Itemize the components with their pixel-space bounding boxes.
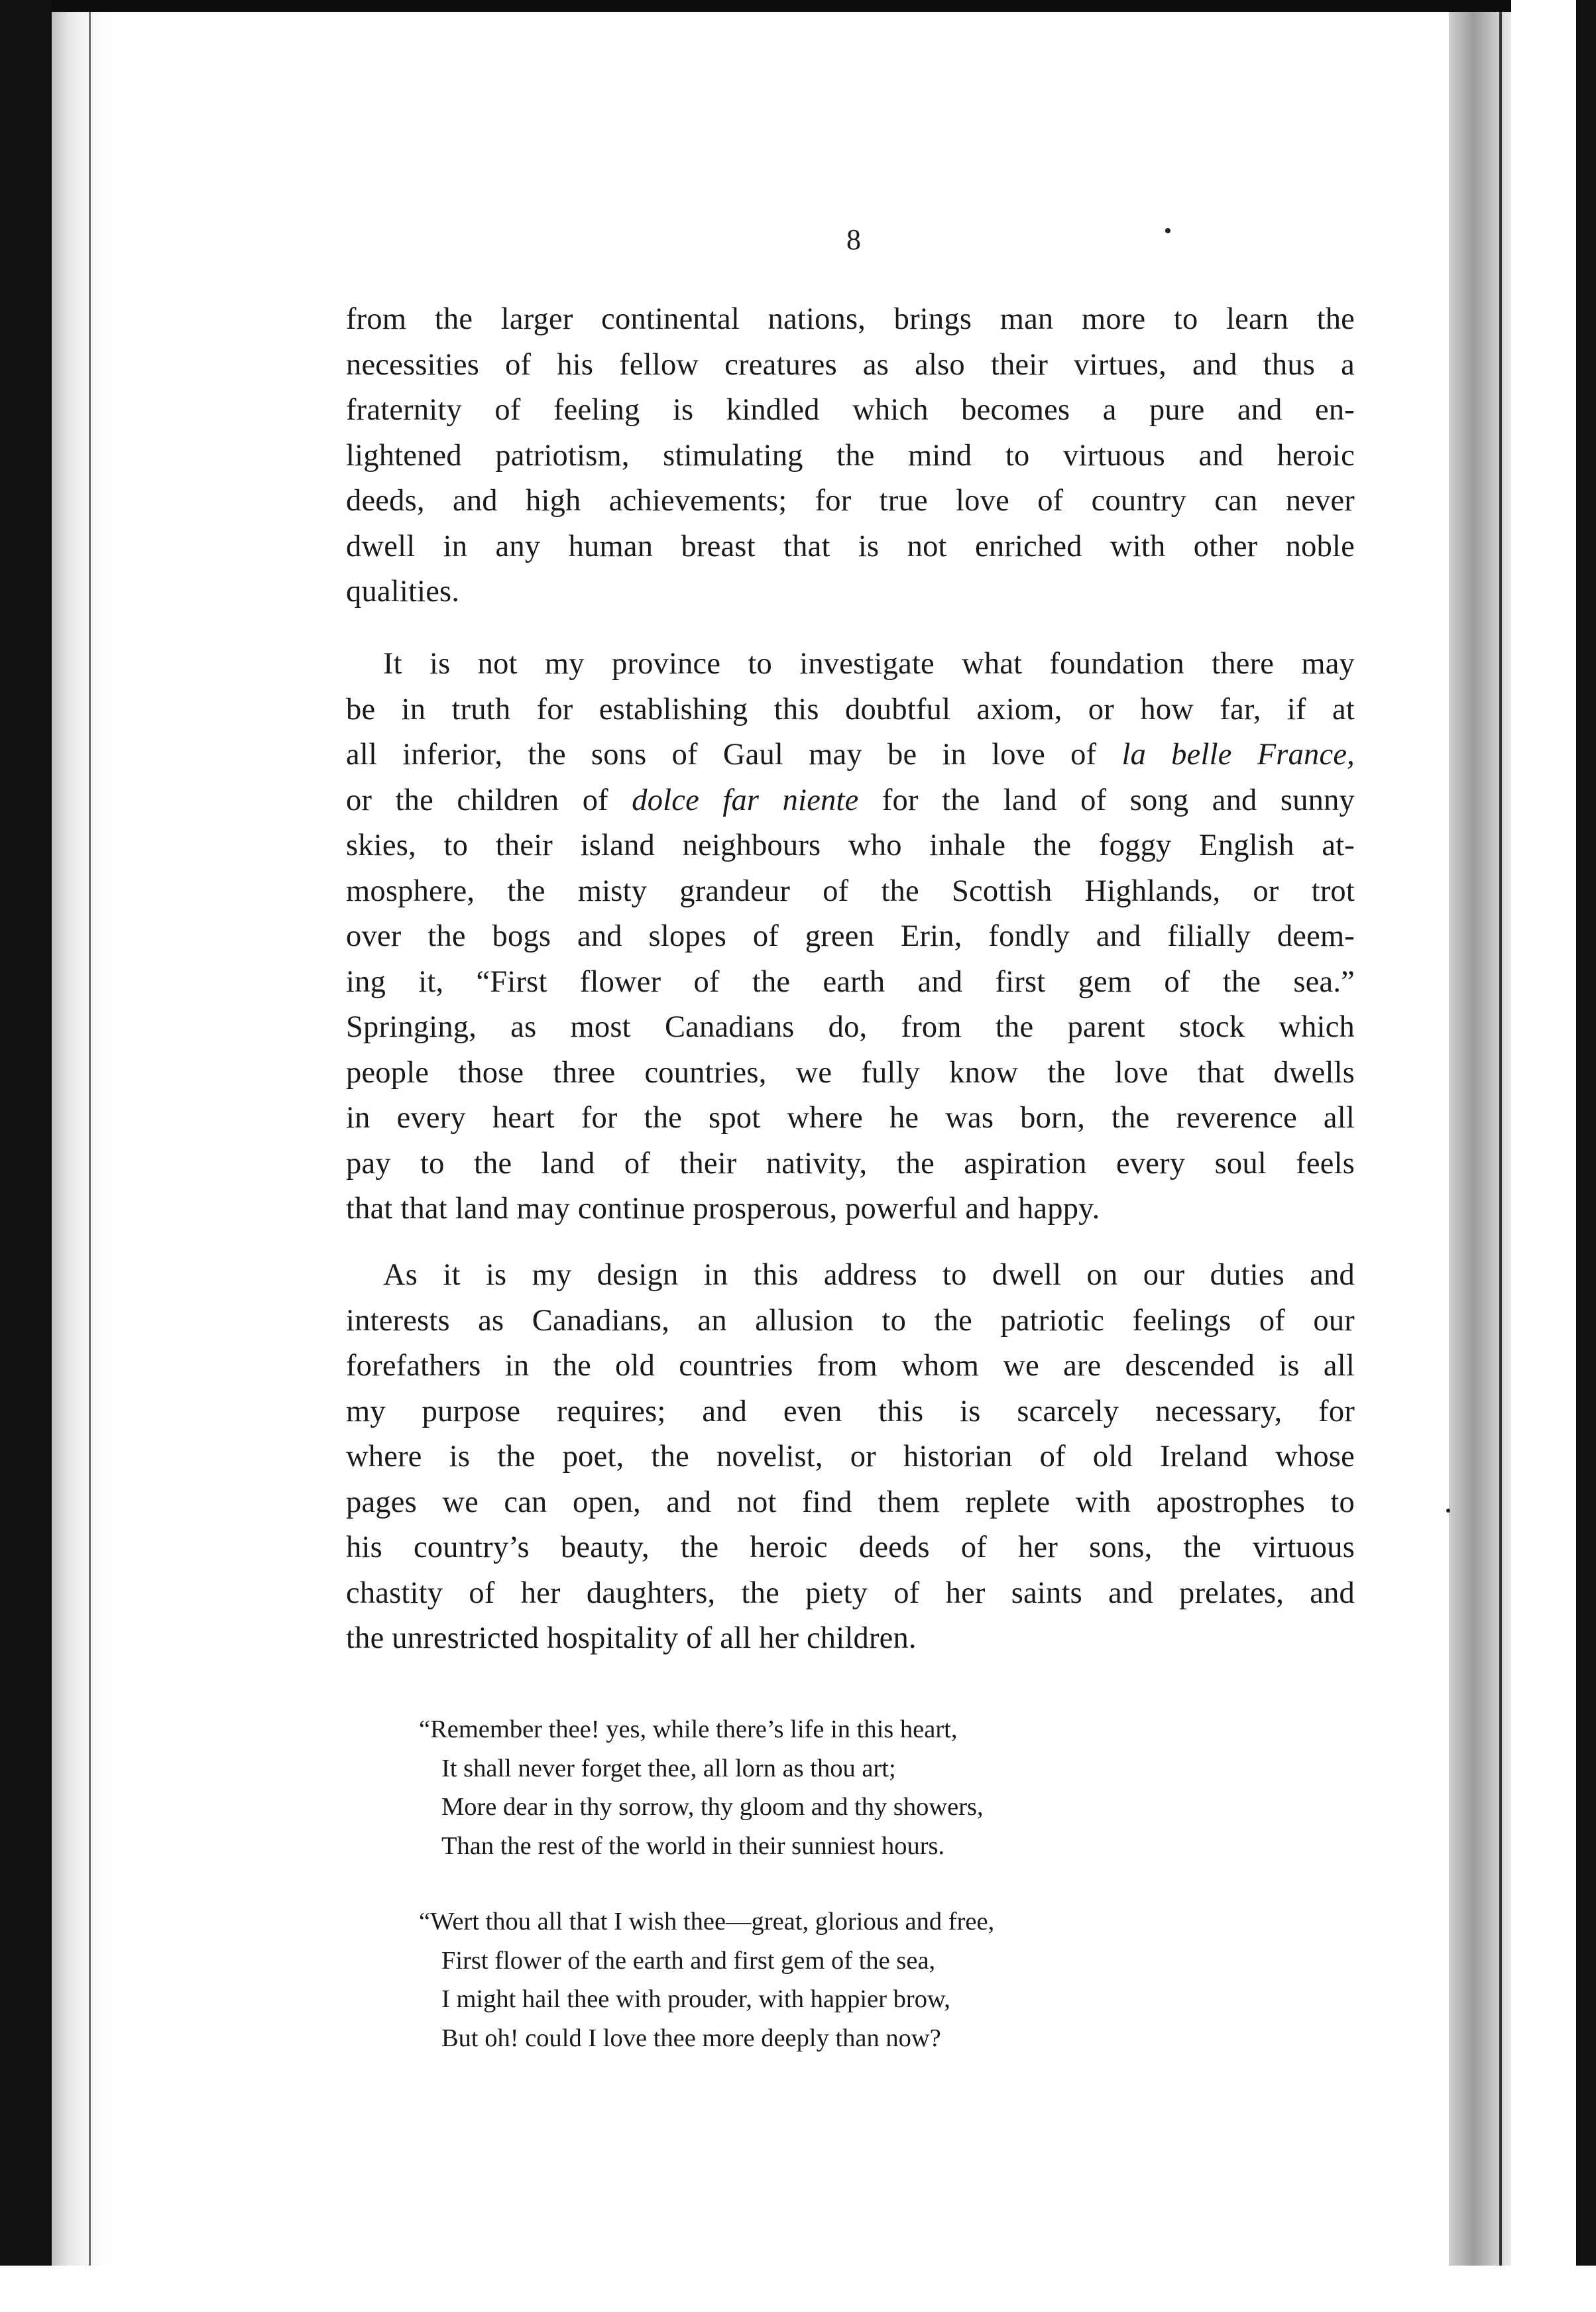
- paragraph-3: [346, 1253, 1355, 1662]
- scan-bottom-margin: [0, 2266, 1596, 2312]
- page-binding-line: [89, 12, 91, 2266]
- verse-stanza-2: [419, 1902, 1281, 2057]
- text-line: over the bogs and slopes of green Erin, fondly and filially deem-: [346, 919, 1355, 953]
- text-line: pay to the land of their nativity, the aspiration every soul feels: [346, 1146, 1355, 1181]
- text-line: As it is my design in this address to dwell on our duties and: [383, 1258, 1355, 1292]
- italic-phrase: la belle France,: [1121, 738, 1355, 772]
- page-binding-shadow: [52, 12, 111, 2266]
- text-line: ing it, “First flower of the earth and first gem of the sea.”: [346, 964, 1355, 999]
- text-line: where is the poet, the novelist, or historian of old Ireland whose: [346, 1440, 1355, 1474]
- text-line: from the larger continental nations, brings man more to learn the: [346, 302, 1355, 336]
- text-line: qualities.: [346, 575, 460, 608]
- text-line: Springing, as most Canadians do, from the parent stock which: [346, 1010, 1355, 1044]
- text-line: mosphere, the misty grandeur of the Scottish Highlands, or trot: [346, 874, 1355, 908]
- verse-line: Than the rest of the world in their sunniest hours.: [441, 1831, 945, 1860]
- text-line: be in truth for establishing this doubtful axiom, or how far, if at: [346, 692, 1355, 726]
- verse-line: “Remember thee! yes, while there’s life in this heart,: [419, 1715, 958, 1743]
- verse-line: “Wert thou all that I wish thee—great, glorious and free,: [419, 1908, 995, 1936]
- text-line: chastity of her daughters, the piety of her saints and prelates, and: [346, 1576, 1355, 1610]
- ink-speck: [1446, 1509, 1450, 1513]
- text-line-with-italic: [346, 778, 1355, 824]
- scan-right-border: [1576, 0, 1596, 2312]
- verse-line: But oh! could I love thee more deeply than now?: [441, 2024, 941, 2052]
- text-line: skies, to their island neighbours who inhale the foggy English at-: [346, 829, 1355, 862]
- scan-left-border: [0, 0, 52, 2312]
- text-span: for the land of song and sunny: [858, 783, 1355, 817]
- text-line: It is not my province to investigate what foundation there may: [383, 647, 1355, 681]
- text-line: his country’s beauty, the heroic deeds of her sons, the virtuous: [346, 1531, 1355, 1564]
- text-line: in every heart for the spot where he was born, the reverence all: [346, 1101, 1355, 1135]
- text-line: dwell in any human breast that is not enriched with other noble: [346, 529, 1355, 563]
- text-line: lightened patriotism, stimulating the mind to virtuous and heroic: [346, 438, 1355, 473]
- text-line: forefathers in the old countries from whom we are descended is all: [346, 1349, 1355, 1383]
- text-line: the unrestricted hospitality of all her children.: [346, 1621, 917, 1655]
- text-line: deeds, and high achievements; for true love of country can never: [346, 484, 1355, 518]
- text-line: necessities of his fellow creatures as also their virtues, and thus a: [346, 347, 1355, 382]
- verse-stanza-1: [419, 1710, 1281, 1865]
- text-line: that that land may continue prosperous, powerful and happy.: [346, 1192, 1100, 1226]
- page-number: 8: [846, 223, 861, 256]
- text-span: or the children of: [346, 783, 632, 817]
- text-line: people those three countries, we fully know the love that dwells: [346, 1055, 1355, 1090]
- paragraph-2: [346, 642, 1355, 1232]
- text-span: all inferior, the sons of Gaul may be in love of: [346, 738, 1122, 772]
- verse-line: I might hail thee with prouder, with happier brow,: [441, 1985, 950, 2013]
- text-line: fraternity of feeling is kindled which becomes a pure and en-: [346, 393, 1355, 427]
- verse-line: It shall never forget thee, all lorn as thou art;: [441, 1754, 896, 1782]
- text-line-with-italic: [346, 732, 1355, 778]
- verse-line: More dear in thy sorrow, thy gloom and thy showers,: [441, 1793, 984, 1821]
- page-edge-line: [1499, 12, 1502, 2266]
- italic-phrase: dolce far niente: [632, 783, 859, 817]
- text-line: interests as Canadians, an allusion to the patriotic feelings of our: [346, 1303, 1355, 1338]
- text-line: my purpose requires; and even this is scarcely necessary, for: [346, 1394, 1355, 1428]
- paragraph-1: [346, 297, 1355, 615]
- text-line: pages we can open, and not find them replete with apostrophes to: [346, 1485, 1355, 1519]
- scan-top-border: [0, 0, 1596, 12]
- ink-speck: [1165, 228, 1170, 233]
- verse-line: First flower of the earth and first gem of the sea,: [441, 1946, 936, 1975]
